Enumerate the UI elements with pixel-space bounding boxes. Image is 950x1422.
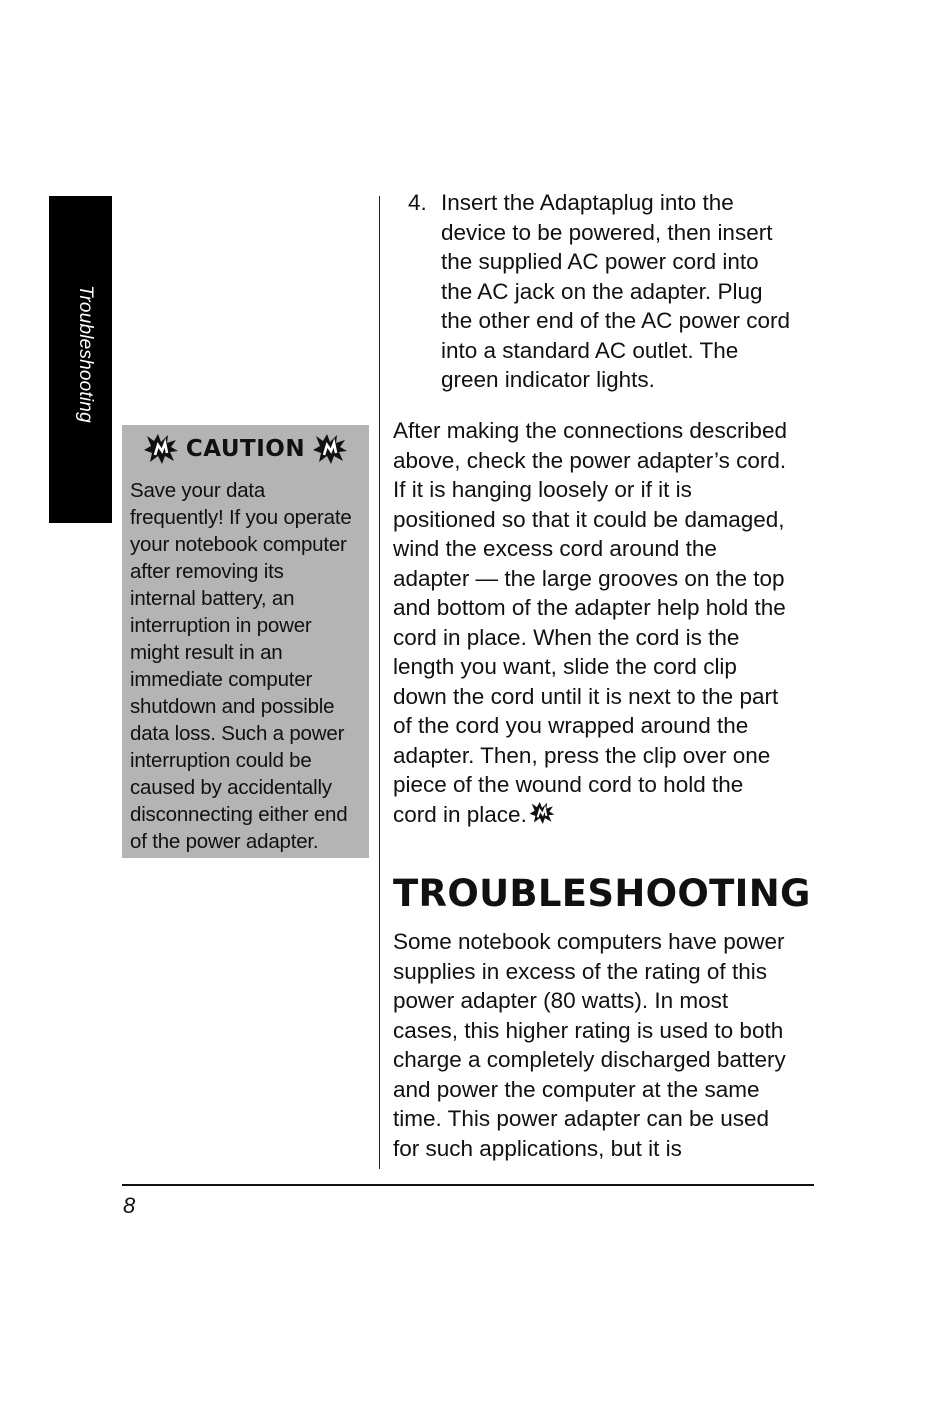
text-line: adapter — the large grooves on the top — [393, 565, 785, 591]
text-line: data loss. Such a power — [130, 722, 345, 745]
text-line: might result in an — [130, 641, 283, 664]
section-heading: TROUBLESHOOTING — [393, 872, 811, 915]
text-line: for such applications, but it is — [393, 1135, 682, 1161]
text-line: of the cord you wrapped around the — [393, 713, 749, 738]
text-line: green indicator lights. — [441, 367, 655, 392]
text-line: supplies in excess of the rating of this — [393, 958, 767, 984]
text-line: interruption in power — [130, 614, 312, 637]
text-line: the other end of the AC power cord — [441, 308, 790, 333]
text-line: piece of the wound cord to hold the — [393, 772, 744, 797]
text-line: time. This power adapter can be used — [393, 1106, 770, 1131]
text-line: adapter. Then, press the clip over one — [393, 742, 771, 768]
text-line: immediate computer — [130, 668, 313, 691]
text-line: shutdown and possible — [130, 695, 335, 718]
warning-burst-icon — [529, 802, 555, 824]
text-line: disconnecting either end — [130, 803, 348, 826]
warning-burst-icon — [313, 434, 347, 464]
text-line: Some notebook computers have power — [393, 929, 785, 954]
text-line: interruption could be — [130, 749, 312, 772]
text-line: Insert the Adaptaplug into the — [441, 190, 734, 215]
text-line: length you want, slide the cord clip — [393, 654, 737, 679]
text-line: charge a completely discharged battery — [393, 1047, 786, 1072]
footer-rule — [122, 1184, 814, 1186]
column-divider — [379, 196, 380, 1169]
text-line: the AC jack on the adapter. Plug — [441, 278, 763, 304]
text-line: caused by accidentally — [130, 776, 332, 799]
text-line-last — [393, 800, 818, 830]
caution-text — [130, 477, 367, 855]
text-line: cases, this higher rating is used to both — [393, 1017, 784, 1043]
text-line: your notebook computer — [130, 533, 347, 556]
text-line: Save your data — [130, 479, 266, 502]
troubleshooting-paragraph — [393, 927, 818, 1163]
page-number: 8 — [123, 1193, 136, 1218]
text-line: positioned so that it could be damaged, — [393, 506, 785, 532]
text-line: and bottom of the adapter help hold the — [393, 595, 786, 620]
text-line: down the cord until it is next to the part — [393, 683, 779, 709]
text-line: device to be powered, then insert — [441, 219, 773, 245]
text-line: the supplied AC power cord into — [441, 249, 759, 274]
step-number: 4. — [408, 190, 427, 215]
text-line: after removing its — [130, 560, 284, 583]
text-line: cord in place. When the cord is the — [393, 624, 740, 650]
section-tab-label: Troubleshooting — [75, 285, 96, 423]
text-line: and power the computer at the same — [393, 1076, 760, 1102]
text-line: into a standard AC outlet. The — [441, 337, 739, 363]
warning-burst-icon — [144, 434, 178, 464]
text-line: cord in place. — [393, 801, 527, 827]
text-line: of the power adapter. — [130, 830, 319, 853]
text-line: After making the connections described — [393, 418, 787, 443]
caution-title: CAUTION — [185, 436, 306, 462]
caution-header — [122, 431, 369, 467]
text-line: internal battery, an — [130, 587, 295, 610]
text-line: power adapter (80 watts). In most — [393, 988, 729, 1013]
caution-box — [122, 425, 369, 858]
text-line: wind the excess cord around the — [393, 536, 717, 561]
text-line: frequently! If you operate — [130, 506, 352, 529]
text-line: above, check the power adapter’s cord. — [393, 447, 787, 473]
text-line: If it is hanging loosely or if it is — [393, 477, 692, 502]
cord-paragraph — [393, 416, 818, 829]
step-text — [441, 188, 831, 395]
